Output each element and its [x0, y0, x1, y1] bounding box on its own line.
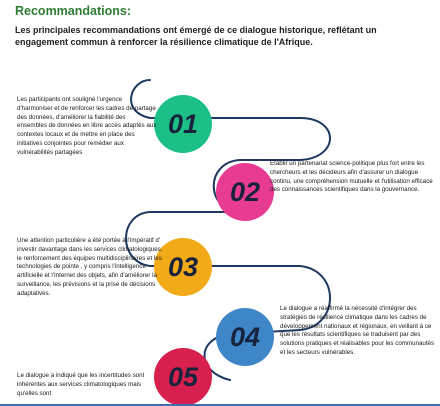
item-02-text: Établir un partenariat science-politique plus fort entre les chercheurs et les décideurs afin d'assurer un dialogue continu, une compréhension mutuelle et l'utilisation efficace des connaissances scientifiques dans la gouvernance. [270, 160, 433, 194]
item-05-number: 05 [167, 361, 199, 392]
item-01-number: 01 [167, 108, 199, 139]
item-01-badge [154, 95, 212, 153]
item-04-text: Le dialogue a réaffirmé la nécessité d'intégrer des stratégies de résilience climatique dans les cadres de développement nationaux et régionaux, en veillant à ce que les résultats scientifiques se traduisent par des solutions pratiques et réalisables pour les communautés et les secteurs vulnérables. [280, 305, 435, 356]
item-05-badge [154, 348, 212, 406]
item-02-number: 02 [229, 176, 261, 207]
item-03-number: 03 [167, 251, 199, 282]
item-01-text: Les participants ont souligné l'urgence d'harmoniser et de renforcer les cadres de partage des données, d'améliorer la fiabilité des ensembles de données en libre accès adaptés aux contextes locaux et de mettre en place des initiatives conjointes pour remédier aux vulnérabilités partagées [17, 96, 157, 156]
item-02-badge [216, 163, 274, 221]
intro-paragraph: Les principales recommandations ont émergé de ce dialogue historique, reflétant un engagement commun à renforcer la résilience climatique de l'Afrique. [15, 25, 377, 47]
item-03-text: Une attention particulière a été portée à l'impératif d' investir davantage dans les services climatologiques, le renforcement des équipes multidisciplinaires et les technologies de pointe , y compris l'intelligence artificielle et l'Internet des objets, afin d'améliorer la surveillance, les prévisions et la prise de décisions adaptatives. [17, 237, 163, 297]
item-04-number: 04 [229, 321, 261, 352]
item-04-badge [216, 308, 274, 366]
item-05-text: Le dialogue a indiqué que les incertitudes sont inhérentes aux services climatologiques mais qu'elles sont [17, 372, 145, 397]
page-title: Recommandations: [15, 4, 131, 18]
